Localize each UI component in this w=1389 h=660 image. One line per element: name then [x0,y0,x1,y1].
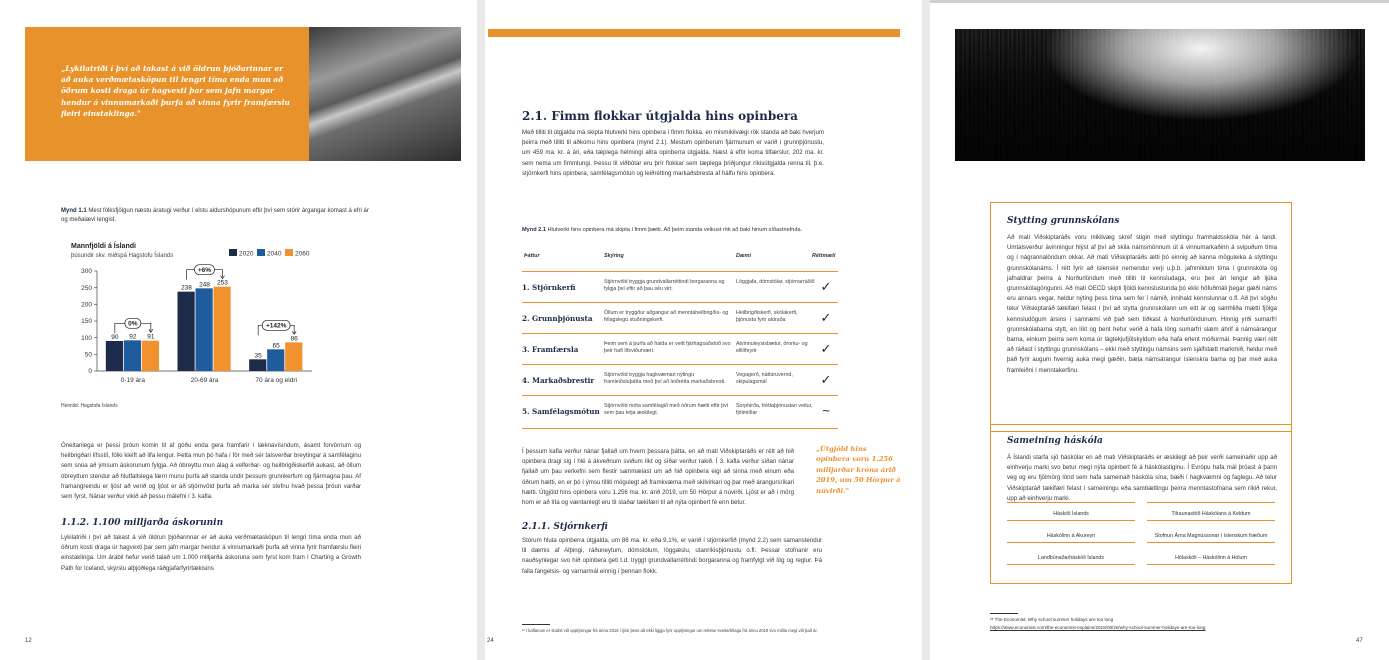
intro-paragraph: Með tilliti til útgjalda má skipta hlutverki hins opinbera í fimm flokka, en mismikilvægi rök standa að baki hverjum þeirra með tilliti til aðkomu hins opinbera (mynd 2.1). Mestum opinberum fjármunum er varið í grunnþjónustu, um 459 ma. kr. á ári, eða tæplega helmingi allra opinberra útgjalda. Næst á eftir koma tilfærslur, 202 ma. kr. sem nema um fimmtungi. Þessu til viðbótar eru þrír flokkar sem tæplega þriðjungur ríkisútgjalda renna til, þ.e. stjórnkerfi hins opinbera, samfélagsmótun og leiðrétting markaðsbresta af hálfu hins opinbera. [522,129,824,177]
quote-banner [25,27,309,161]
section-title: 1.1.2. 1.100 milljarða áskorunin [61,518,224,528]
page-12 [0,0,477,660]
bar-value-label: 238 [181,284,192,292]
y-tick-label: 150 [81,318,92,326]
annotation-label: +142% [265,322,287,330]
bar-value-label: 92 [129,333,137,341]
page-gutter [922,0,930,660]
row-description: Stjórnvöld tryggja hagkvæmari nýtingu framleiðsluþátta með því að leiðrétta markaðsbresti. [604,372,726,385]
uni-cell: Háskóli Íslands [1007,511,1135,521]
table-row [522,364,838,395]
legend-swatch [257,249,265,256]
section-title: 2.1. Fimm flokkar útgjalda hins opinbera [522,109,798,123]
bar [214,287,231,371]
uni-cell: Tilraunastöð Háskólans á Keldum [1147,511,1275,521]
footnote-link[interactable]: https://www.economist.com/the-economist-explains/2018/08/20/why-school-summer-holidays-are-too-long [990,625,1206,630]
bar-value-label: 35 [254,352,262,360]
checkmark-icon: ✓ [820,310,832,325]
bar-value-label: 248 [199,281,210,289]
footnote-rule [522,624,550,625]
bar-value-label: 90 [111,334,119,341]
row-example: Heilbrigðiskerfi, skólakerfi, þjónusta fyrir aldraða [736,310,798,323]
auditorium-photo [955,29,1365,161]
legend-label: 2020 [239,250,254,258]
row-example: Sorphirða, fréttaþjónustan veitur, fjölmiðlar [736,403,813,416]
banner-photo [309,27,461,161]
x-tick-label: 0-19 ára [120,377,145,384]
col-header: Réttmæti [812,253,836,259]
box2-text: Á Íslandi starfa sjö háskólar en að mati Viðskiptaráðs er æskilegt að þeir verði sameinaðir upp að einhverju marki svo betur megi nýta opinbert fé á háskólastiginu. Í Evrópu hafa mál þróast á þann veg og eru fjölmörg lönd sem hafa sameinað háskóla sína, bæði í hagkvæmni og faglegu. Að telur Viðskiptaráð tækifæri felast í sameiningu eða sambættingu þeirra menntastofnana sem ríkið rekur, upp að einhverju marki. [1007,454,1277,502]
row-description: Stjórnvöld móta samfélagið með öðrum hætti eftir því sem þau telja æskilegt. [604,403,729,416]
page-number: 24 [487,638,494,644]
box-stytting [990,202,1292,432]
table-row [522,271,838,302]
legend-swatch [285,249,293,256]
uni-row-top-rule [1007,502,1135,503]
y-tick-label: 50 [84,351,92,359]
table-row [522,302,838,333]
top-grey-line [930,0,1389,3]
uni-row-top-rule [1147,502,1275,503]
chart-title: Mannfjöldi á Íslandi [71,243,136,250]
legend-swatch [229,249,237,256]
page-number: 12 [25,638,32,644]
x-tick-label: 20-69 ára [190,377,219,384]
figure-label: Mynd 2.1 [522,227,546,233]
bar [124,340,141,371]
bar-value-label: 253 [217,279,228,287]
bar [249,359,266,371]
figure-caption [522,226,862,234]
footnote-title: ²⁸ The Economist: Why school summer holidays are too long [990,617,1114,622]
bar [106,341,123,371]
row-name: 2. Grunnþjónusta [522,314,593,323]
legend-label: 2040 [267,250,282,258]
uni-cell: Hólaskóli – Háskólinn á Hólum [1147,555,1275,565]
bar [285,342,302,371]
annotation-label: +6% [197,267,212,275]
checkmark-icon: ✓ [820,279,832,294]
bar [196,288,213,371]
table-header [522,253,838,267]
y-tick-label: 100 [81,334,92,342]
bar [267,349,284,371]
col-header: Þáttur [524,253,540,259]
figure-caption-text: Mest fólksfjölgun næstu áratugi verður í elstu aldurshópunum eftir því sem stórir árgangar komast á efri ár og meðalævi lengist. [61,208,369,223]
row-description: Stjórnvöld tryggja grundvallarréttindi borgaranna og fylgja því eftir að þau séu virt. [604,279,725,292]
figure-label: Mynd 1.1 [61,208,87,214]
top-orange-bar [488,29,900,37]
x-tick-label: 70 ára og eldri [255,377,297,384]
table-row [522,395,838,426]
table-bottom-rule [522,428,838,429]
legend-label: 2060 [295,250,310,258]
table-row [522,333,838,364]
uni-cell: Háskólinn á Akureyri [1007,533,1135,543]
pull-quote: „Útgjöld hins opinbera voru 1.256 milljarðar króna árið 2019, um 50 Hörpur á núvirði." [816,445,901,495]
row-example: Löggjafa, dómstólar, stjórnarráðið [736,279,815,285]
annotation-label: 0% [128,320,138,328]
box1-text: Að mati Viðskiptaráðs voru mikilvæg skref stigin með styttingu framhaldsskóla hér á landi. Umtalsverður ávinningur hlýst af því að skila námsmönnum út á vinnumarkaðinn á svipuðum tíma og í nágrannalöndum okkar. Að mati Viðskiptaráðs ætti þó einnig að kanna möguleika á styttingu grunnskólanáms. Í rétt fyrir að íslenskir nemendur verji u.þ.b. jafnmiklum tíma í grunnskóla og jafnaldrar þeirra á Norðurlöndum með tilliti til kennsludaga, eru þeir ári lengur að ljúka grunnskólagöngunni. Að mati OECD skipti fjöldi kennslustunda þó ekki höfuðmáli þegar gæði náms eru annars vegar, heldur nýting þess tíma sem fer í námið, innihald kennslunnar o.fl. Að því sögðu telur Viðskiptaráð tækifæri felast í því að stytta grunnskólann um eitt ár og samhliða mætti fjölga kennsludögum ársins í samræmi við það sem tíðkast á Norðurlöndunum. Hinnig yrði sumarfrí grunnskólabarna stytt, en líkt og bent hefur verið á hafa löng sumarfrí slæm áhrif á námsárangur barna, einkum þeirra sem koma úr lágtekjufjölskyldum eða hafa erlent móðurmál. Þannig væri rétt að ráðast í styttingu grunnskólans – ekki með styttingu námsins sem sjálfstætt markmið, heldur með það fyrir augum hvernig auka megi gæðin, bæta námsárangur íslenskra barna og þar með auka framleiðni í menntakerfinu. [1007,234,1277,374]
paragraph-2: Lykilatriði í því að takast á við öldrun þjóðarinnar er að auka verðmætasköpun til lengri tíma enda mun að öðrum kosti draga úr hagvexti þar sem jafn margar hendur á vinnumarkaði þurfa að vinna fyrir framfærslu fleiri einstaklinga. Um árabil hefur verið talað um 1.000 milljarða áskoruna sem fyrst kom fram í Charting a Growth Path for Iceland, skýrslu alþjóðlega ráðgjafarfyrirtækisins [61,534,361,572]
box2-title: Sameining háskóla [1007,436,1103,446]
paragraph-1: Óneitanlega er þessi þróun komin til af góðu enda gera framfarir í læknavísindum, ásamt forvörnum og heilbrigðari lífsstíl, fólki kleift að lifa lengur. Þetta mun þó hafa í för með sér talsverðar breytingar á samfélaginu sem snúa að ýmsum áskorunum fylgja. Að óbreyttu mun álag á velferðar- og heilbrigðiskerfið aukast, að öllum óbreyttum stendur að hlutfallslega færri munu þurfa að standa undir þessum grunnkerfum og fjármagna þau. Af framangreindu er ljóst að verið og ljóst er að stjórnvöld þurfa að marka sér stefnu hvað þessa þróun varðar sem fyrst. Nánar verður vikið að þessu málefni í 3. kafla. [61,442,361,501]
row-example: Vegagerð, náttúruvernd, skipulagsmál [736,372,793,385]
checkmark-icon: ✓ [820,341,832,356]
row-name: 4. Markaðsbrestir [522,376,595,385]
uni-cell: Landbúnaðarháskóli Íslands [1007,555,1135,565]
bar [178,292,195,371]
y-tick-label: 250 [81,284,92,292]
chart-subtitle: þúsundir skv. miðspá Hagstofu Íslands [71,253,174,259]
population-chart [61,238,331,388]
chart-source: Heimild: Hagstofa Íslands [61,403,118,409]
page-number: 47 [1356,638,1363,644]
bar-value-label: 91 [147,333,155,341]
banner-quote: „Lykilatriði í því að takast á við öldrun þjóðarinnar er að auka verðmætasköpun til lengri tíma enda mun að öðrum kosti draga úr hagvexti þar sem jafn margar hendur á vinnumarkaði þurfa að vinna fyrir framfærslu fleiri einstaklinga." [61,64,290,118]
col-header: Skýring [604,253,624,259]
figure-caption-text: Hlutverki hins opinbera má skipta í fimm þætti. Að þeim standa veikust rök að baki hinum síðastnefnda. [547,227,803,233]
bar-value-label: 65 [272,342,280,350]
box-sameining [990,424,1292,584]
bar [142,341,159,371]
row-description: Öllum er tryggður aðgangur að menntaheilbrigðis- og félagslegu stuðningskerfi. [604,310,729,323]
tilde-icon: ~ [822,403,830,418]
row-name: 5. Samfélagsmótun [522,407,600,416]
checkmark-icon: ✓ [820,372,832,387]
y-tick-label: 0 [88,368,92,376]
footnote-rule [990,613,1018,614]
figure-caption [61,207,371,225]
page-47 [930,0,1389,660]
row-example: Atvinnuleysisbætur, örorku- og ellilífeyrir [736,341,808,354]
uni-cell: Stofnun Árna Magnússonar í íslenskum fræðum [1147,533,1275,543]
col-header: Dæmi [736,253,751,259]
y-tick-label: 300 [81,268,92,276]
page2-paragraph: Í þessum kafla verður nánar fjallað um hvern þessara þátta, en að mati Viðskiptaráðs er rétt að hið opinbera dragi sig í hlé á ákveðnum sviðum líkt og síðar verður rakið. Í 3. kafla verður síðan nánar fjallað um þau verkefni sem flestir sammælast um að hið opinbera eigi að sinna með einum eða öðrum hætti, en er þó í ýmsu tilliti mögulegt að framkvæma með skilvirkari og þar með árangursríkari hætti. Útgjöld hins opinbera voru 1.256 ma. kr. árið 2019, um 50 Hörpur á núvirði. Ljóst er að í mörg horn er að líta og væntanlegt eru til staðar tækifæri til að nýta opinbert fé enn betur. [522,448,794,507]
footnote: ²¹ Í kaflanum er stuðst við upplýsingar frá árinu 2018 í ljósi þess að ekki liggja fyrir upplýsingar um rekstur sveitarfélaga frá árinu 2019 svo miðla megi við það ár. [522,628,818,633]
row-description: Þeim sem á þurfa að halda er veitt fjárhagsaðstoð svo þeir hafi lífsviðurværi. [604,341,731,354]
subsection-text: Stórum hluta opinberra útgjalda, um 86 ma. kr. eða 9,1%, er varið í stjórnkerfið (mynd 2.2) sem samanstendur til dæmis af Alþingi, ráðuneytum, dómstólum, löggæslu, utanríkisþjónustu o.fl. Þessar stofnanir eru nauðsynlegar svo hið opinbera geti t.d. tryggt grundvallarréttindi borgaranna og framfylgt við lög og reglur. Þá falla fangelsis- og varnarmál einnig í þennan flokk. [522,537,822,575]
bar-value-label: 86 [290,335,298,343]
y-tick-label: 200 [81,301,92,309]
subsection-title: 2.1.1. Stjórnkerfi [522,522,608,532]
page-gutter [477,0,485,660]
row-name: 3. Framfærsla [522,345,579,354]
box1-title: Stytting grunnskólans [1007,216,1120,226]
row-name: 1. Stjórnkerfi [522,283,576,292]
